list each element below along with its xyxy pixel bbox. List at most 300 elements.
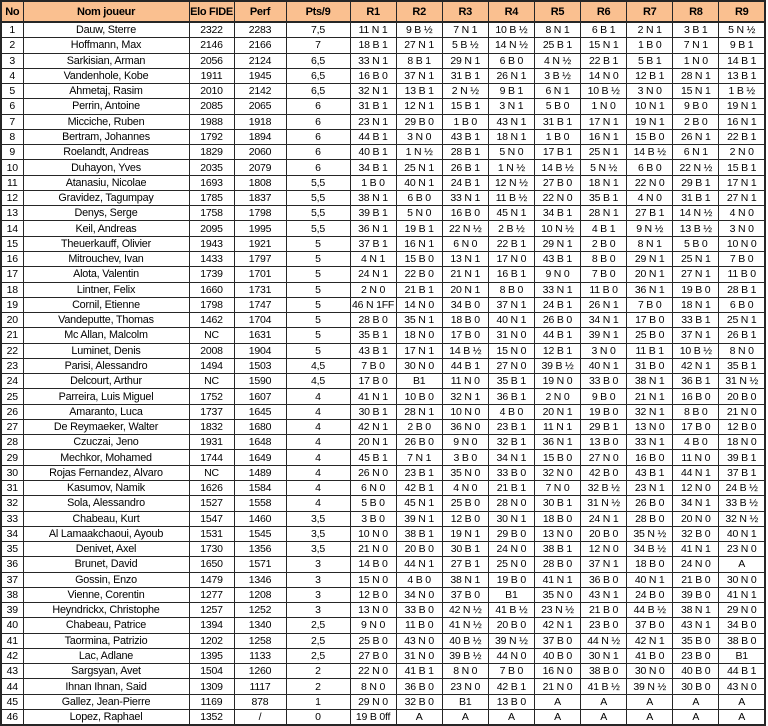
cell-no: 34 — [1, 526, 23, 541]
cell-perf: 1545 — [234, 526, 286, 541]
column-header-r7: R7 — [627, 1, 673, 22]
cell-elo: 1752 — [189, 389, 234, 404]
cell-no: 20 — [1, 313, 23, 328]
cell-round-r7: 43 B 1 — [627, 465, 673, 480]
cell-points: 4 — [286, 496, 350, 511]
cell-player-name: Gallez, Jean-Pierre — [23, 694, 189, 709]
cell-round-r2: 7 N 1 — [396, 450, 442, 465]
player-row — [1, 313, 765, 328]
cell-round-r7: 27 B 1 — [627, 206, 673, 221]
cell-round-r5: 19 N 0 — [534, 374, 580, 389]
cell-round-r3: 3 B 0 — [442, 450, 488, 465]
cell-round-r6: 15 N 1 — [581, 38, 627, 53]
table-header — [1, 1, 765, 22]
cell-no: 38 — [1, 587, 23, 602]
cell-player-name: Heyndrickx, Christophe — [23, 603, 189, 618]
cell-round-r4: 29 B 0 — [488, 526, 534, 541]
cell-round-r9: 2 N 0 — [719, 145, 765, 160]
cell-round-r2: 14 N 0 — [396, 297, 442, 312]
cell-round-r5: 3 B ½ — [534, 68, 580, 83]
cell-no: 37 — [1, 572, 23, 587]
cell-round-r9: 41 N 1 — [719, 587, 765, 602]
cell-elo: 1169 — [189, 694, 234, 709]
cell-player-name: Kasumov, Namik — [23, 480, 189, 495]
cell-round-r9: 30 N 0 — [719, 572, 765, 587]
cell-round-r3: 37 B 0 — [442, 587, 488, 602]
cell-round-r1: 19 B 0ff — [350, 709, 396, 725]
cell-round-r1: 27 B 0 — [350, 648, 396, 663]
cell-elo: 1462 — [189, 313, 234, 328]
cell-round-r6: 25 N 1 — [581, 145, 627, 160]
cell-round-r4: 43 N 1 — [488, 114, 534, 129]
cell-round-r6: A — [581, 694, 627, 709]
player-row — [1, 22, 765, 38]
cell-perf: 1346 — [234, 572, 286, 587]
cell-round-r6: 44 N ½ — [581, 633, 627, 648]
cell-round-r7: 35 N ½ — [627, 526, 673, 541]
cell-round-r2: 4 B 0 — [396, 572, 442, 587]
cell-round-r8: 9 B 0 — [673, 99, 719, 114]
player-row — [1, 68, 765, 83]
cell-no: 21 — [1, 328, 23, 343]
cell-points: 4 — [286, 435, 350, 450]
cell-round-r2: 35 N 1 — [396, 313, 442, 328]
cell-round-r1: 37 B 1 — [350, 236, 396, 251]
cell-points: 2 — [286, 679, 350, 694]
cell-round-r6: 10 B ½ — [581, 84, 627, 99]
cell-player-name: Roelandt, Andreas — [23, 145, 189, 160]
cell-perf: / — [234, 709, 286, 725]
cell-round-r4: 42 B 1 — [488, 679, 534, 694]
cell-round-r2: 12 N 1 — [396, 99, 442, 114]
cell-round-r9: A — [719, 557, 765, 572]
cell-round-r9: 26 B 1 — [719, 328, 765, 343]
cell-round-r1: 6 N 0 — [350, 480, 396, 495]
cell-round-r2: 2 B 0 — [396, 419, 442, 434]
cell-round-r1: 16 B 0 — [350, 68, 396, 83]
cell-round-r8: 42 N 1 — [673, 358, 719, 373]
cell-player-name: Micciche, Ruben — [23, 114, 189, 129]
cell-points: 6 — [286, 114, 350, 129]
cell-perf: 1798 — [234, 206, 286, 221]
cell-round-r7: 23 N 1 — [627, 480, 673, 495]
cell-perf: 1797 — [234, 251, 286, 266]
cell-round-r1: 12 B 0 — [350, 587, 396, 602]
player-row — [1, 694, 765, 709]
cell-round-r8: 41 N 1 — [673, 542, 719, 557]
cell-round-r6: 24 N 1 — [581, 511, 627, 526]
column-header-elo-fide: Elo FIDE — [189, 1, 234, 22]
cell-round-r9: 37 B 1 — [719, 465, 765, 480]
cell-round-r6: 29 B 1 — [581, 419, 627, 434]
cell-round-r8: 5 B 0 — [673, 236, 719, 251]
cell-round-r5: 34 B 1 — [534, 206, 580, 221]
cell-round-r9: 12 B 0 — [719, 419, 765, 434]
cell-no: 13 — [1, 206, 23, 221]
cell-elo: 1660 — [189, 282, 234, 297]
cell-round-r5: 38 B 1 — [534, 542, 580, 557]
cell-no: 44 — [1, 679, 23, 694]
cell-round-r4: 37 N 1 — [488, 297, 534, 312]
cell-round-r1: 21 N 0 — [350, 542, 396, 557]
cell-round-r7: 34 B ½ — [627, 542, 673, 557]
cell-round-r4: 35 B 1 — [488, 374, 534, 389]
cell-elo: 1943 — [189, 236, 234, 251]
player-row — [1, 587, 765, 602]
cell-round-r2: B1 — [396, 374, 442, 389]
cell-round-r9: 27 N 1 — [719, 190, 765, 205]
cell-round-r7: 42 N 1 — [627, 633, 673, 648]
cell-round-r3: 39 B ½ — [442, 648, 488, 663]
player-row — [1, 526, 765, 541]
cell-perf: 1680 — [234, 419, 286, 434]
cell-round-r3: 10 N 0 — [442, 404, 488, 419]
cell-round-r2: 44 N 1 — [396, 557, 442, 572]
cell-round-r4: 14 N ½ — [488, 38, 534, 53]
table-body — [1, 22, 765, 725]
cell-round-r7: 25 B 0 — [627, 328, 673, 343]
cell-points: 6,5 — [286, 84, 350, 99]
player-row — [1, 542, 765, 557]
cell-points: 5,5 — [286, 221, 350, 236]
cell-round-r8: 40 B 0 — [673, 664, 719, 679]
cell-round-r3: 33 N 1 — [442, 190, 488, 205]
cell-round-r9: 9 B 1 — [719, 38, 765, 53]
cell-no: 11 — [1, 175, 23, 190]
cell-round-r3: 35 N 0 — [442, 465, 488, 480]
cell-round-r9: 17 N 1 — [719, 175, 765, 190]
cell-player-name: Chabeau, Kurt — [23, 511, 189, 526]
cell-round-r3: 25 B 0 — [442, 496, 488, 511]
cell-round-r8: 43 N 1 — [673, 618, 719, 633]
cell-round-r9: A — [719, 694, 765, 709]
cell-round-r3: 23 N 0 — [442, 679, 488, 694]
cell-elo: 2010 — [189, 84, 234, 99]
player-row — [1, 603, 765, 618]
cell-round-r7: 7 B 0 — [627, 297, 673, 312]
cell-round-r3: 42 N ½ — [442, 603, 488, 618]
cell-elo: 1650 — [189, 557, 234, 572]
cell-round-r1: 11 N 1 — [350, 22, 396, 38]
cell-points: 2,5 — [286, 618, 350, 633]
cell-round-r8: 33 B 1 — [673, 313, 719, 328]
cell-no: 14 — [1, 221, 23, 236]
cell-player-name: Lac, Adlane — [23, 648, 189, 663]
cell-player-name: Hoffmann, Max — [23, 38, 189, 53]
column-header-r1: R1 — [350, 1, 396, 22]
player-row — [1, 557, 765, 572]
cell-round-r5: 27 B 0 — [534, 175, 580, 190]
cell-points: 4 — [286, 389, 350, 404]
cell-round-r4: 17 N 0 — [488, 251, 534, 266]
cell-round-r8: 28 N 1 — [673, 68, 719, 83]
cell-round-r8: 25 N 1 — [673, 251, 719, 266]
cell-round-r7: 20 N 1 — [627, 267, 673, 282]
cell-round-r1: 25 B 0 — [350, 633, 396, 648]
cell-no: 9 — [1, 145, 23, 160]
cell-perf: 1894 — [234, 129, 286, 144]
cell-round-r5: 17 B 1 — [534, 145, 580, 160]
cell-elo: 1988 — [189, 114, 234, 129]
header-row — [1, 1, 765, 22]
cell-round-r3: 8 N 0 — [442, 664, 488, 679]
cell-round-r8: 13 B ½ — [673, 221, 719, 236]
player-row — [1, 53, 765, 68]
cell-round-r6: 8 B 0 — [581, 251, 627, 266]
cell-elo: 1730 — [189, 542, 234, 557]
cell-round-r9: 19 N 1 — [719, 99, 765, 114]
cell-perf: 2079 — [234, 160, 286, 175]
cell-perf: 2124 — [234, 53, 286, 68]
cell-round-r6: 32 B ½ — [581, 480, 627, 495]
cell-points: 6,5 — [286, 53, 350, 68]
cell-points: 3,5 — [286, 526, 350, 541]
cell-round-r8: 35 B 0 — [673, 633, 719, 648]
cell-points: 6,5 — [286, 68, 350, 83]
cell-round-r7: 12 B 1 — [627, 68, 673, 83]
cell-round-r6: 17 N 1 — [581, 114, 627, 129]
cell-round-r7: 3 N 0 — [627, 84, 673, 99]
column-header-r3: R3 — [442, 1, 488, 22]
cell-round-r2: 27 N 1 — [396, 38, 442, 53]
cell-round-r5: 16 N 0 — [534, 664, 580, 679]
cell-perf: 2166 — [234, 38, 286, 53]
cell-round-r1: 14 B 0 — [350, 557, 396, 572]
cell-round-r9: 16 N 1 — [719, 114, 765, 129]
cell-round-r6: 42 B 0 — [581, 465, 627, 480]
column-header-r2: R2 — [396, 1, 442, 22]
cell-round-r3: 16 B 0 — [442, 206, 488, 221]
cell-round-r4: 11 B ½ — [488, 190, 534, 205]
cell-player-name: Lopez, Raphael — [23, 709, 189, 725]
cell-round-r5: 4 N ½ — [534, 53, 580, 68]
cell-no: 2 — [1, 38, 23, 53]
cell-elo: 1257 — [189, 603, 234, 618]
cell-round-r5: 7 N 0 — [534, 480, 580, 495]
cell-elo: 2095 — [189, 221, 234, 236]
cell-round-r7: 16 B 0 — [627, 450, 673, 465]
cell-round-r4: 40 N 1 — [488, 313, 534, 328]
cell-round-r8: 23 B 0 — [673, 648, 719, 663]
cell-round-r5: 26 B 0 — [534, 313, 580, 328]
cell-player-name: Keil, Andreas — [23, 221, 189, 236]
column-header-r8: R8 — [673, 1, 719, 22]
cell-round-r5: 23 N ½ — [534, 603, 580, 618]
cell-points: 5,5 — [286, 175, 350, 190]
cell-round-r4: 30 N 1 — [488, 511, 534, 526]
cell-round-r7: 17 B 0 — [627, 313, 673, 328]
cell-round-r2: 20 B 0 — [396, 542, 442, 557]
player-row — [1, 38, 765, 53]
cell-round-r6: 6 B 1 — [581, 22, 627, 38]
cell-perf: 2060 — [234, 145, 286, 160]
cell-perf: 1590 — [234, 374, 286, 389]
cell-round-r4: 23 B 1 — [488, 419, 534, 434]
cell-round-r3: 9 N 0 — [442, 435, 488, 450]
cell-round-r5: 2 N 0 — [534, 389, 580, 404]
cell-round-r3: 36 N 0 — [442, 419, 488, 434]
player-row — [1, 450, 765, 465]
cell-round-r1: 9 N 0 — [350, 618, 396, 633]
cell-round-r6: 33 B 0 — [581, 374, 627, 389]
cell-elo: 1758 — [189, 206, 234, 221]
cell-player-name: Duhayon, Yves — [23, 160, 189, 175]
player-row — [1, 435, 765, 450]
cell-elo: 1504 — [189, 664, 234, 679]
cell-no: 7 — [1, 114, 23, 129]
cell-round-r4: 10 B ½ — [488, 22, 534, 38]
cell-round-r5: 41 N 1 — [534, 572, 580, 587]
cell-points: 4,5 — [286, 374, 350, 389]
cell-round-r7: 29 N 1 — [627, 251, 673, 266]
cell-round-r9: 40 N 1 — [719, 526, 765, 541]
cell-round-r9: 1 B ½ — [719, 84, 765, 99]
cell-no: 18 — [1, 282, 23, 297]
cell-round-r1: 24 N 1 — [350, 267, 396, 282]
cell-round-r4: 32 B 1 — [488, 435, 534, 450]
cell-points: 4 — [286, 419, 350, 434]
cell-round-r1: 33 N 1 — [350, 53, 396, 68]
cell-round-r5: 40 B 0 — [534, 648, 580, 663]
cell-round-r2: 8 B 1 — [396, 53, 442, 68]
cell-points: 5,5 — [286, 190, 350, 205]
cell-round-r2: 19 B 1 — [396, 221, 442, 236]
cell-round-r9: 25 N 1 — [719, 313, 765, 328]
cell-round-r4: 12 N ½ — [488, 175, 534, 190]
cell-points: 5 — [286, 251, 350, 266]
cell-round-r8: 30 B 0 — [673, 679, 719, 694]
player-row — [1, 511, 765, 526]
cell-player-name: Luminet, Denis — [23, 343, 189, 358]
cell-round-r6: 20 B 0 — [581, 526, 627, 541]
cell-round-r1: 28 B 0 — [350, 313, 396, 328]
cell-player-name: Ihnan Ihnan, Said — [23, 679, 189, 694]
cell-round-r8: 31 B 1 — [673, 190, 719, 205]
player-row — [1, 160, 765, 175]
cell-player-name: Lintner, Felix — [23, 282, 189, 297]
cell-no: 36 — [1, 557, 23, 572]
cell-round-r3: 21 N 1 — [442, 267, 488, 282]
cell-round-r7: 2 N 1 — [627, 22, 673, 38]
cell-round-r2: 33 B 0 — [396, 603, 442, 618]
cell-round-r4: 36 B 1 — [488, 389, 534, 404]
cell-round-r9: 24 B ½ — [719, 480, 765, 495]
cell-round-r8: A — [673, 694, 719, 709]
cell-round-r1: 29 N 0 — [350, 694, 396, 709]
cell-round-r6: 37 N 1 — [581, 557, 627, 572]
cell-elo: 1202 — [189, 633, 234, 648]
cell-round-r1: 15 N 0 — [350, 572, 396, 587]
cell-round-r4: 9 B 1 — [488, 84, 534, 99]
cell-round-r2: 1 N ½ — [396, 145, 442, 160]
cell-perf: 1571 — [234, 557, 286, 572]
cell-round-r5: 37 B 0 — [534, 633, 580, 648]
cell-round-r8: 29 B 1 — [673, 175, 719, 190]
cell-round-r3: 11 N 0 — [442, 374, 488, 389]
cell-round-r7: 5 B 1 — [627, 53, 673, 68]
cell-round-r2: 22 B 0 — [396, 267, 442, 282]
player-row — [1, 618, 765, 633]
cell-player-name: Chabeau, Patrice — [23, 618, 189, 633]
cell-round-r4: B1 — [488, 587, 534, 602]
cell-no: 46 — [1, 709, 23, 725]
cell-round-r4: 34 N 1 — [488, 450, 534, 465]
cell-round-r1: 30 B 1 — [350, 404, 396, 419]
cell-elo: 1911 — [189, 68, 234, 83]
cell-no: 27 — [1, 419, 23, 434]
cell-perf: 1558 — [234, 496, 286, 511]
cell-round-r4: 13 B 0 — [488, 694, 534, 709]
cell-round-r9: 31 N ½ — [719, 374, 765, 389]
cell-round-r2: 16 N 1 — [396, 236, 442, 251]
cell-round-r8: 34 N 1 — [673, 496, 719, 511]
cell-round-r1: 31 B 1 — [350, 99, 396, 114]
cell-round-r9: 14 B 1 — [719, 53, 765, 68]
cell-round-r8: 8 B 0 — [673, 404, 719, 419]
cell-round-r1: 39 B 1 — [350, 206, 396, 221]
cell-elo: 1693 — [189, 175, 234, 190]
cell-elo: 2056 — [189, 53, 234, 68]
cell-round-r5: A — [534, 694, 580, 709]
cell-points: 2,5 — [286, 648, 350, 663]
player-row — [1, 84, 765, 99]
cell-round-r1: 45 B 1 — [350, 450, 396, 465]
cell-round-r1: 32 N 1 — [350, 84, 396, 99]
cell-round-r7: 4 N 0 — [627, 190, 673, 205]
cell-round-r2: 13 B 1 — [396, 84, 442, 99]
column-header-pts-9: Pts/9 — [286, 1, 350, 22]
cell-round-r1: 1 B 0 — [350, 175, 396, 190]
cell-round-r4: 4 B 0 — [488, 404, 534, 419]
cell-round-r1: 4 N 1 — [350, 251, 396, 266]
cell-round-r6: 18 N 1 — [581, 175, 627, 190]
column-header-r4: R4 — [488, 1, 534, 22]
cell-round-r9: 4 N 0 — [719, 206, 765, 221]
cell-perf: 1258 — [234, 633, 286, 648]
cell-round-r6: 28 N 1 — [581, 206, 627, 221]
cell-points: 4,5 — [286, 358, 350, 373]
cell-round-r5: 28 B 0 — [534, 557, 580, 572]
cell-round-r3: 24 B 1 — [442, 175, 488, 190]
cell-round-r1: 41 N 1 — [350, 389, 396, 404]
cell-round-r4: 39 N ½ — [488, 633, 534, 648]
cell-round-r6: 23 B 0 — [581, 618, 627, 633]
cell-round-r6: 35 B 1 — [581, 190, 627, 205]
cell-round-r7: 24 B 0 — [627, 587, 673, 602]
cell-round-r2: 41 B 1 — [396, 664, 442, 679]
cell-points: 4 — [286, 404, 350, 419]
player-row — [1, 206, 765, 221]
cell-round-r5: 31 B 1 — [534, 114, 580, 129]
cell-round-r8: 4 B 0 — [673, 435, 719, 450]
cell-perf: 1918 — [234, 114, 286, 129]
cell-round-r8: 10 B ½ — [673, 343, 719, 358]
cell-round-r4: 33 B 0 — [488, 465, 534, 480]
cell-round-r3: A — [442, 709, 488, 725]
cell-round-r7: 10 N 1 — [627, 99, 673, 114]
cell-perf: 1747 — [234, 297, 286, 312]
cell-round-r7: 30 N 0 — [627, 664, 673, 679]
cell-player-name: Vienne, Corentin — [23, 587, 189, 602]
cell-round-r6: 12 N 0 — [581, 542, 627, 557]
cell-round-r8: 22 N ½ — [673, 160, 719, 175]
cell-round-r8: 27 N 1 — [673, 267, 719, 282]
cell-round-r8: 1 N 0 — [673, 53, 719, 68]
cell-elo: 1531 — [189, 526, 234, 541]
cell-round-r2: 28 N 1 — [396, 404, 442, 419]
cell-elo: 1829 — [189, 145, 234, 160]
cell-round-r2: 37 N 1 — [396, 68, 442, 83]
